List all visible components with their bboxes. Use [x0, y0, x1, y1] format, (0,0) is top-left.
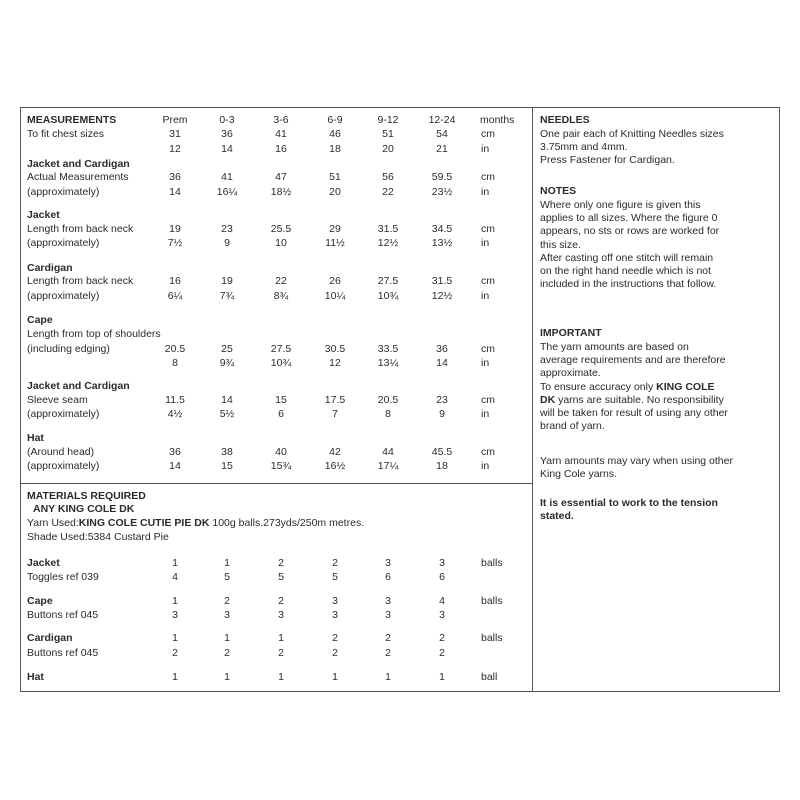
row-label: Buttons ref 045: [27, 647, 99, 659]
unit-label: cm: [481, 128, 495, 140]
important-line: approximate.: [540, 367, 601, 380]
row-label: Length from back neck: [27, 223, 134, 235]
value-cell: 10¼: [324, 290, 346, 302]
value-cell: 17¼: [377, 460, 399, 472]
important-line: The yarn amounts are based on: [540, 341, 689, 353]
size-header-5: 12-24: [428, 114, 456, 126]
accuracy-brand: KING COLE: [656, 380, 715, 393]
yarn-vary-text: [540, 455, 733, 481]
value-cell: 1: [224, 671, 230, 683]
accuracy-prefix: To ensure accuracy only: [540, 380, 657, 393]
unit-label: in: [481, 186, 490, 198]
value-cell: 3: [385, 557, 391, 569]
value-cell: 36: [436, 343, 448, 355]
row-label: Buttons ref 045: [27, 609, 99, 621]
section-divider: [20, 483, 533, 484]
row-label: (approximately): [27, 186, 100, 198]
value-cell: 5: [224, 571, 230, 583]
value-cell: 23: [436, 394, 448, 406]
value-cell: 22: [275, 275, 287, 287]
row-label: (approximately): [27, 408, 100, 420]
value-cell: 14: [169, 460, 181, 472]
value-cell: 8: [385, 408, 391, 420]
value-cell: 9: [439, 408, 445, 420]
needles-text: [540, 128, 724, 168]
value-cell: 10¾: [270, 357, 292, 369]
value-cell: 14: [221, 143, 233, 155]
value-cell: 31: [169, 128, 181, 140]
value-cell: 20.5: [164, 343, 186, 355]
value-cell: 59.5: [431, 171, 453, 183]
materials-subheading: ANY KING COLE DK: [33, 503, 135, 515]
value-cell: 8: [172, 357, 178, 369]
unit-label: cm: [481, 343, 495, 355]
unit-label: balls: [481, 632, 503, 644]
tension-line: stated.: [540, 510, 574, 523]
row-label: (Around head): [27, 446, 95, 458]
value-cell: 16: [275, 143, 287, 155]
value-cell: 2: [439, 647, 445, 659]
value-cell: 2: [385, 632, 391, 644]
value-cell: 12: [169, 143, 181, 155]
notes-line: appears, no sts or rows are worked for: [540, 225, 720, 238]
value-cell: 3: [172, 609, 178, 621]
yarn-name: KING COLE CUTIE PIE DK: [78, 517, 210, 529]
value-cell: 1: [332, 671, 338, 683]
unit-label: cm: [481, 446, 495, 458]
value-cell: 6: [278, 408, 284, 420]
value-cell: 2: [172, 647, 178, 659]
value-cell: 13¼: [377, 357, 399, 369]
value-cell: 1: [439, 671, 445, 683]
value-cell: 2: [439, 632, 445, 644]
value-cell: 8¾: [273, 290, 289, 302]
value-cell: 25: [221, 343, 233, 355]
value-cell: 2: [224, 647, 230, 659]
needles-line: Press Fastener for Cardigan.: [540, 154, 675, 167]
unit-label: in: [481, 237, 490, 249]
value-cell: 41: [221, 171, 233, 183]
value-cell: 5: [332, 571, 338, 583]
size-header-1: 0-3: [219, 114, 235, 126]
notes-line: this size.: [540, 238, 581, 251]
section-label: Cape: [27, 595, 53, 607]
value-cell: 54: [436, 128, 448, 140]
value-cell: 11.5: [165, 394, 185, 406]
value-cell: 5: [278, 571, 284, 583]
value-cell: 26: [329, 275, 341, 287]
yarn-used-prefix: Yarn Used:: [27, 517, 79, 529]
value-cell: 30.5: [324, 343, 346, 355]
value-cell: 18½: [270, 186, 292, 198]
needles-line: 3.75mm and 4mm.: [540, 141, 628, 154]
notes-line: applies to all sizes. Where the figure 0: [540, 212, 718, 225]
value-cell: 12: [329, 357, 341, 369]
size-header-3: 6-9: [327, 114, 343, 126]
value-cell: 4½: [167, 408, 183, 420]
yarn-vary-line: Yarn amounts may vary when using other: [540, 455, 733, 467]
value-cell: 45.5: [431, 446, 453, 458]
tension-text: [540, 497, 718, 523]
accuracy-brand-dk: DK: [540, 393, 556, 406]
value-cell: 20: [382, 143, 394, 155]
value-cell: 9: [224, 237, 230, 249]
notes-line: on the right hand needle which is not: [540, 265, 712, 278]
value-cell: 16: [169, 275, 181, 287]
value-cell: 15: [275, 394, 287, 406]
value-cell: 3: [385, 595, 391, 607]
value-cell: 1: [224, 632, 230, 644]
value-cell: 1: [172, 632, 178, 644]
value-cell: 1: [172, 671, 178, 683]
materials-heading: MATERIALS REQUIRED: [27, 490, 146, 502]
row-label: (approximately): [27, 460, 100, 472]
size-header-4: 9-12: [377, 114, 399, 126]
value-cell: 1: [278, 632, 284, 644]
value-cell: 9¾: [219, 357, 235, 369]
column-divider: [532, 107, 533, 692]
value-cell: 3: [224, 609, 230, 621]
size-header-0: Prem: [162, 114, 188, 126]
value-cell: 40: [275, 446, 287, 458]
value-cell: 14: [169, 186, 181, 198]
unit-label: cm: [481, 223, 495, 235]
value-cell: 18: [329, 143, 341, 155]
notes-line: Where only one figure is given this: [540, 199, 701, 211]
value-cell: 6¼: [167, 290, 183, 302]
section-label: Jacket and Cardigan: [27, 380, 130, 392]
row-label: (approximately): [27, 237, 100, 249]
value-cell: 2: [332, 632, 338, 644]
notes-heading: NOTES: [540, 185, 577, 197]
value-cell: 1: [224, 557, 230, 569]
section-label: Cape: [27, 314, 53, 326]
value-cell: 2: [278, 595, 284, 607]
value-cell: 15¾: [270, 460, 292, 472]
unit-label: in: [481, 143, 490, 155]
value-cell: 17.5: [324, 394, 346, 406]
unit-label: cm: [481, 275, 495, 287]
important-heading: IMPORTANT: [540, 327, 602, 339]
section-label: Jacket and Cardigan: [27, 158, 130, 170]
value-cell: 23: [221, 223, 233, 235]
value-cell: 2: [224, 595, 230, 607]
value-cell: 16¼: [216, 186, 238, 198]
section-label: Jacket: [27, 209, 60, 221]
value-cell: 56: [382, 171, 394, 183]
value-cell: 33.5: [377, 343, 399, 355]
value-cell: 3: [439, 557, 445, 569]
unit-label: cm: [481, 394, 495, 406]
value-cell: 1: [172, 557, 178, 569]
value-cell: 7: [332, 408, 338, 420]
section-label: Hat: [27, 432, 44, 444]
value-cell: 47: [275, 171, 287, 183]
value-cell: 44: [382, 446, 394, 458]
unit-label: ball: [481, 671, 498, 683]
value-cell: 1: [172, 595, 178, 607]
important-text: [540, 341, 728, 433]
value-cell: 23½: [431, 186, 453, 198]
tension-line: It is essential to work to the tension: [540, 497, 718, 509]
accuracy-line: [540, 381, 728, 394]
value-cell: 2: [332, 647, 338, 659]
row-label: (including edging): [27, 343, 110, 355]
value-cell: 25.5: [270, 223, 292, 235]
value-cell: 36: [169, 446, 181, 458]
value-cell: 13½: [431, 237, 453, 249]
value-cell: 14: [436, 357, 448, 369]
value-cell: 38: [221, 446, 233, 458]
value-cell: 3: [439, 609, 445, 621]
unit-label: in: [481, 357, 490, 369]
unit-label: balls: [481, 557, 503, 569]
notes-line: After casting off one stitch will remain: [540, 251, 714, 264]
value-cell: 42: [329, 446, 341, 458]
value-cell: 22: [382, 186, 394, 198]
value-cell: 41: [275, 128, 287, 140]
value-cell: 34.5: [431, 223, 453, 235]
value-cell: 1: [278, 671, 284, 683]
unit-label: in: [481, 408, 490, 420]
value-cell: 19: [221, 275, 233, 287]
needles-line: One pair each of Knitting Needles sizes: [540, 128, 724, 140]
value-cell: 36: [169, 171, 181, 183]
row-label: Toggles ref 039: [27, 571, 99, 583]
value-cell: 27.5: [377, 275, 399, 287]
value-cell: 4: [172, 571, 178, 583]
value-cell: 29: [329, 223, 341, 235]
section-label: Cardigan: [27, 632, 73, 644]
row-label: (approximately): [27, 290, 100, 302]
value-cell: 46: [329, 128, 341, 140]
size-header-2: 3-6: [273, 114, 289, 126]
yarn-detail: 100g balls.273yds/250m metres.: [209, 517, 365, 529]
yarn-used-line: [27, 517, 364, 530]
section-label: Jacket: [27, 557, 60, 569]
value-cell: 31.5: [377, 223, 399, 235]
value-cell: 6: [439, 571, 445, 583]
important-line: will be taken for result of using any other: [540, 407, 728, 420]
unit-label: balls: [481, 595, 503, 607]
value-cell: 3: [332, 595, 338, 607]
value-cell: 2: [278, 647, 284, 659]
value-cell: 16½: [324, 460, 346, 472]
value-cell: 20.5: [377, 394, 399, 406]
yarn-vary-line: King Cole yarns.: [540, 468, 618, 481]
value-cell: 12½: [377, 237, 399, 249]
value-cell: 31.5: [431, 275, 453, 287]
value-cell: 2: [385, 647, 391, 659]
unit-label: cm: [481, 171, 495, 183]
value-cell: 51: [382, 128, 394, 140]
value-cell: 36: [221, 128, 233, 140]
value-cell: 5½: [219, 408, 235, 420]
sizes-unit: months: [480, 114, 515, 126]
value-cell: 7½: [167, 237, 183, 249]
row-label: To fit chest sizes: [27, 128, 105, 140]
value-cell: 19: [169, 223, 181, 235]
notes-text: [540, 199, 719, 291]
unit-label: in: [481, 460, 490, 472]
row-label: Length from top of shoulders: [27, 328, 161, 340]
value-cell: 3: [278, 609, 284, 621]
value-cell: 20: [329, 186, 341, 198]
important-line: average requirements and are therefore: [540, 354, 726, 367]
value-cell: 18: [436, 460, 448, 472]
value-cell: 3: [385, 609, 391, 621]
accuracy-rest: yarns are suitable. No responsibility: [555, 393, 724, 406]
value-cell: 14: [221, 394, 233, 406]
row-label: Sleeve seam: [27, 394, 88, 406]
section-label: Hat: [27, 671, 44, 683]
row-label: Actual Measurements: [27, 171, 129, 183]
accuracy-line-2: [540, 394, 728, 407]
value-cell: 3: [332, 609, 338, 621]
section-label: Cardigan: [27, 262, 73, 274]
measurements-heading: MEASUREMENTS: [27, 114, 117, 126]
value-cell: 6: [385, 571, 391, 583]
notes-line: included in the instructions that follow.: [540, 278, 717, 291]
value-cell: 10¾: [377, 290, 399, 302]
value-cell: 15: [221, 460, 233, 472]
value-cell: 7¾: [219, 290, 235, 302]
value-cell: 12½: [431, 290, 453, 302]
value-cell: 4: [439, 595, 445, 607]
value-cell: 1: [385, 671, 391, 683]
value-cell: 27.5: [270, 343, 292, 355]
value-cell: 51: [329, 171, 341, 183]
value-cell: 21: [436, 143, 448, 155]
needles-heading: NEEDLES: [540, 114, 590, 126]
value-cell: 2: [332, 557, 338, 569]
value-cell: 11½: [325, 237, 345, 249]
shade-used-line: Shade Used:5384 Custard Pie: [27, 531, 169, 543]
unit-label: in: [481, 290, 490, 302]
row-label: Length from back neck: [27, 275, 134, 287]
important-line: brand of yarn.: [540, 420, 605, 433]
value-cell: 2: [278, 557, 284, 569]
value-cell: 10: [275, 237, 287, 249]
